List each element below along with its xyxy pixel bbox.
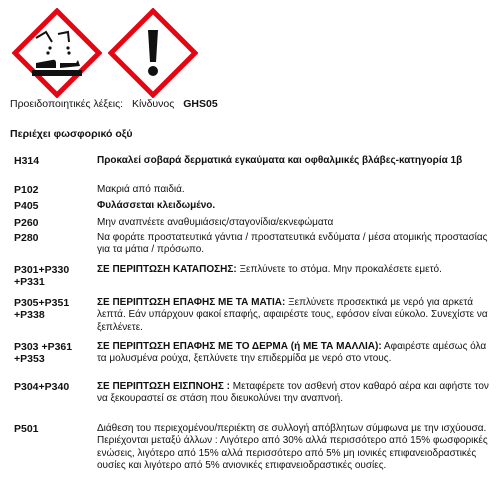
corrosion-icon (12, 8, 102, 98)
signal-label: Προειδοποιητικές λέξεις: (10, 98, 124, 110)
statement-text: Να φοράτε προστατευτικά γάντια / προστατευτικά ενδύματα / μέσα ατομικής προστασίας για τα μάτια / πρόσωπο. (97, 232, 488, 256)
ghs-code: GHS05 (183, 98, 218, 110)
statement-text (97, 341, 489, 366)
statement-text: Μακριά από παιδιά. (97, 184, 185, 195)
statement-text: Φυλάσσεται κλειδωμένο. (97, 200, 216, 211)
signal-word: Κίνδυνος (132, 98, 175, 110)
statement-code: P301+P330 +P331 (14, 264, 70, 289)
statement-text: Διάθεση του περιεχομένου/περιέκτη σε συλλογή απόβλητων σύμφωνα με την ισχύουσα. Περιέχονται μεταξύ άλλων : Λιγότερο από 30% αλλά περισσότερο από 15% φωσφορικές ενώσεις, λιγότερο από 15% αλλά περισσότερο από 5% μη ιονικές επιφανειοδραστικές ουσίες και λιγότερο από 5% ανιονικές επιφανειοδραστικές ουσίες. (97, 423, 488, 472)
statement-code: P501 (14, 423, 39, 435)
statement-text: Προκαλεί σοβαρά δερματικά εγκαύματα και οφθαλμικές βλάβες-κατηγορία 1β (97, 155, 463, 166)
exclamation-icon (108, 8, 198, 98)
statement-text (97, 381, 489, 406)
statement-code: P303 +P361 +P353 (14, 341, 73, 366)
statement-code: H314 (14, 155, 40, 167)
statement-code: P405 (14, 200, 39, 212)
statement-lead: ΣΕ ΠΕΡΙΠΤΩΣΗ ΕΠΑΦΗΣ ΜΕ ΤΟ ΔΕΡΜΑ (ή ΜΕ ΤΑ ΜΑΛΛΙΑ): (97, 341, 382, 352)
statement-code: P304+P340 (14, 381, 70, 393)
statement-body: Ξεπλύνετε προσεκτικά με νερό για αρκετά λεπτά. Εάν υπάρχουν φακοί επαφής, αφαιρέστε τους, εφόσον είναι εύκολο. Συνεχίστε να ξεπλένετε. (97, 297, 488, 333)
statement-text (97, 297, 489, 334)
statement-body: Ξεπλύνετε το στόμα. Μην προκαλέσετε εμετό. (239, 264, 442, 275)
statement-code: P102 (14, 184, 39, 196)
statement-body: Αφαιρέστε αμέσως όλα τα μολυσμένα ρούχα, ξεπλύνετε την επιδερμίδα με νερό στο ντους. (97, 341, 487, 365)
statement-lead: ΣΕ ΠΕΡΙΠΤΩΣΗ ΚΑΤΑΠΟΣΗΣ: (97, 264, 237, 275)
exclamation-pictogram (108, 8, 198, 98)
statement-lead: ΣΕ ΠΕΡΙΠΤΩΣΗ ΕΠΑΦΗΣ ΜΕ ΤΑ ΜΑΤΙΑ: (97, 297, 286, 308)
statement-text: Μην αναπνέετε αναθυμιάσεις/σταγονίδια/εκνεφώματα (97, 217, 334, 228)
signal-word-line (10, 98, 218, 110)
statement-code: P260 (14, 217, 39, 229)
statement-text (97, 264, 489, 276)
corrosion-pictogram (12, 8, 102, 98)
contains-line: Περιέχει φωσφορικό οξύ (10, 128, 133, 140)
statement-code: P305+P351 +P338 (14, 297, 70, 322)
statement-lead: ΣΕ ΠΕΡΙΠΤΩΣΗ ΕΙΣΠΝΟΗΣ : (97, 381, 230, 392)
statement-body: Μεταφέρετε τον ασθενή στον καθαρό αέρα και αφήστε τον να ξεκουραστεί σε στάση που διευκολύνει την αναπνοή. (97, 381, 489, 405)
statement-code: P280 (14, 232, 39, 244)
